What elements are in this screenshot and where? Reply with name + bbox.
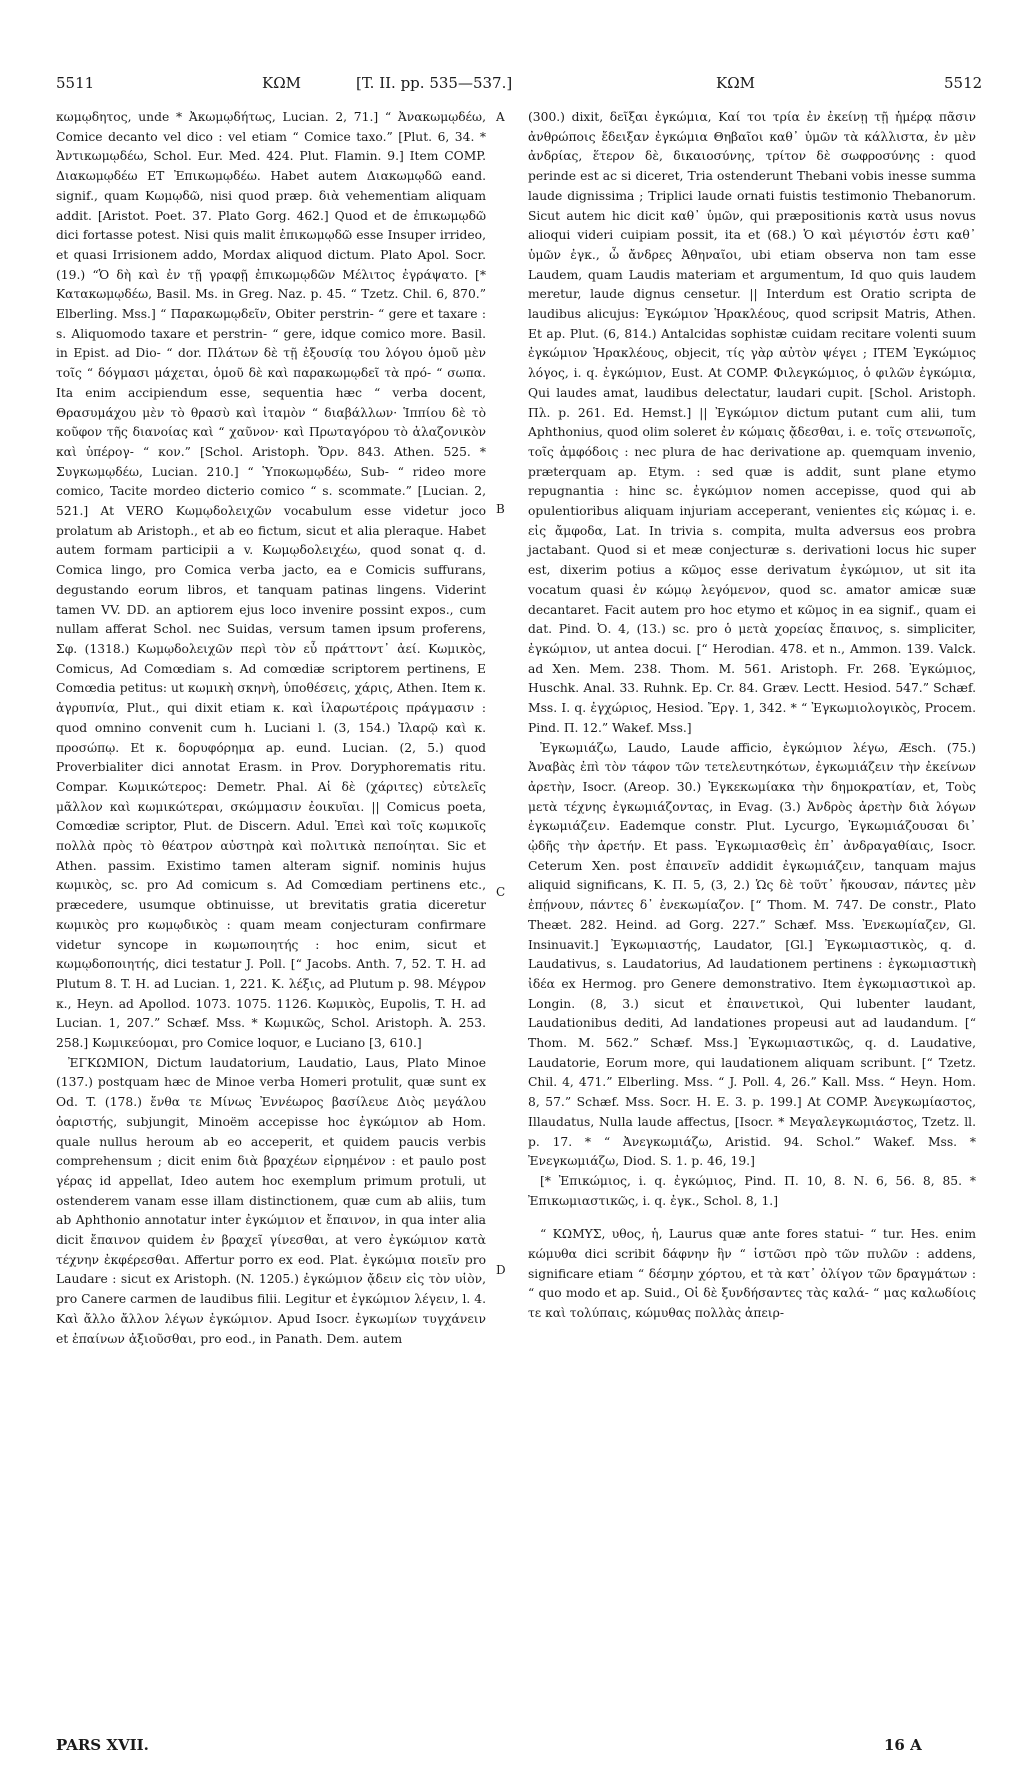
left-column (56, 108, 486, 1349)
right-paragraph: Ἐγκωμιάζω, Laudo, Laude afficio, ἐγκώμιον λέγω, Æsch. (75.) Ἀναβὰς ἐπὶ τὸν τάφον τῶν τετελευτηκότων, ἐγκωμιάζειν τὴν ἐκείνων ἀρετὴν, Isocr. (Areop. 30.) Ἐγκεκωμίακα τὴν δημοκρατίαν, et, Τοὺς μετὰ τέχνης ἐγκωμιάζοντας, in Evag. (3.) Ἀνδρὸς ἀρετὴν διὰ λόγων ἐγκωμιάζειν. Eademque constr. Plut. Lycurgo, Ἐγκωμιάζουσαι δι᾽ ᾠδῆς τὴν ἀρετήν. Et pass. Ἐγκωμιασθεὶς ἐπ᾽ ἀνδραγαθίαις, Isocr. Ceterum Xen. post ἐπαινεῖν addidit ἐγκωμιάζειν, tanquam majus aliquid significans, K. Π. 5, (3, 2.) Ὡς δὲ τοῦτ᾽ ἤκουσαν, πάντες μὲν ἐπῄνουν, πάντες δ᾽ ἐνεκωμίαζον. [“ Thom. M. 747. De constr., Plato Theæt. 282. Heind. ad Gorg. 227.” Schæf. Mss. Ἐνεκωμίαζεν, Gl. Insinuavit.] Ἐγκωμιαστής, Laudator, [Gl.] Ἐγκωμιαστικὸς, q. d. Laudativus, s. Laudatorius, Ad laudationem pertinens : ἐγκωμιαστικὴ ἰδέα ex Hermog. pro Genere demonstrativo. Item ἐγκωμιαστικοὶ ap. Longin. (8, 3.) sicut et ἐπαινετικοὶ, Qui lubenter laudant, Laudationibus dediti, Ad landationes propeusi aut ad laudandum. [“ Thom. M. 562.” Schæf. Mss.] Ἐγκωμιαστικῶς, q. d. Laudative, Laudatorie, Eorum more, qui laudationem aliquam scribunt. [“ Tzetz. Chil. 4, 471.” Elberling. Mss. “ J. Poll. 4, 26.” Kall. Mss. “ Heyn. Hom. 8, 57.” Schæf. Mss. Socr. Η. Ε. 3. p. 199.] At COMP. Ἀνεγκωμίαστος, Illaudatus, Nulla laude affectus, [Isocr. * Μεγαλεγκωμιάστος, Tzetz. ll. p. 17. * “ Ἀνεγκωμιάζω, Aristid. 94. Schol.” Wakef. Mss. * Ἐνεγκωμιάζω, Diod. S. 1. p. 46, 19.] (528, 740, 976, 1169)
right-paragraph: (300.) dixit, δεῖξαι ἐγκώμια, Καί τοι τρία ἐν ἐκείνῃ τῇ ἡμέρᾳ πᾶσιν ἀνθρώποις ἔδειξαν ἐγκώμια Θηβαῖοι καθ᾽ ὑμῶν τὰ κάλλιστα, ἐν μὲν ἀνδρίας, ἕτερον δὲ, δικαιοσύνης, τρίτον δὲ σωφροσύνης : quod perinde est ac si diceret, Tria ostenderunt Thebani vobis inesse summa laude dignissima ; Triplici laude ornati fuistis testimonio Thebanorum. Sicut autem hic dicit καθ᾽ ὑμῶν, qui præpositionis κατὰ usus novus alioqui videri cuipiam possit, ita et (68.) Ὁ καὶ μέγιστόν ἐστι καθ᾽ ὑμῶν ἐγκ., ὦ ἄνδρες Ἀθηναῖοι, ubi etiam observa non tam esse Laudem, quam Laudis materiam et argumentum, Id quo quis laudem meretur, laude dignus censetur. || Interdum est Oratio scripta de laudibus alicujus: Ἐγκώμιον Ἡρακλέους, quod scripsit Matris, Athen. Et ap. Plut. (6, 814.) Antalcidas sophistæ cuidam recitare volenti suum ἐγκώμιον Ἡρακλέους, objecit, τίς γὰρ αὐτὸν ψέγει ; ITEM Ἐγκώμιος λόγος, i. q. ἐγκώμιον, Eust. At COMP. Φιλεγκώμιος, ὁ φιλῶν ἐγκώμια, Qui laudes amat, laudibus delectatur, laudari cupit. [Schol. Aristoph. Πλ. p. 261. Ed. Hemst.] || Ἐγκώμιον dictum putant cum alii, tum Aphthonius, quod olim soleret ἐν κώμαις ᾄδεσθαι, i. e. τοῖς στενωποῖς, τοῖς ἀμφόδοις : nec plura de hac derivatione ap. quemquam invenio, præterquam ap. Etym. : sed quæ is addit, sunt plane etymo repugnantia : hinc sc. ἐγκώμιον nomen accepisse, quod qui ab opulentioribus aliquam injuriam acceperant, venientes εἰς κώμας i. e. εἰς ἄμφοδα, Lat. In trivia s. compita, multa adversus eos probra jactabant. Quod si et meæ conjecturæ s. derivationi locus hic super est, dixerim potius a κῶμος esse derivatum ἐγκώμιον, ut sit ita vocatum quasi ἐν κώμῳ λεγόμενον, quod sc. amator amicæ suæ decantaret. Facit autem pro hoc etymo et κῶμος in ea signif., quam ei dat. Pind. Ὀ. 4, (13.) sc. pro ὁ μετὰ χορείας ἔπαινος, s. simpliciter, ἐγκώμιον, ut antea docui. [“ Herodian. 478. et n., Ammon. 139. Valck. ad Xen. Mem. 238. Thom. M. 561. Aristoph. Fr. 268. Ἐγκώμιος, Huschk. Anal. 33. Ruhnk. Ep. Cr. 84. Græv. Lectt. Hesiod. 547.” Schæf. Mss. I. q. ἐγχώριος, Hesiod. Ἔργ. 1, 342. * “ Ἐγκωμιολογικὸς, Procem. Pind. Π. 12.” Wakef. Mss.] (528, 110, 976, 735)
left-paragraph: ἘΓΚΩΜΙΟΝ, Dictum laudatorium, Laudatio, Laus, Plato Minoe (137.) postquam hæc de Minoe verba Homeri protulit, quæ sunt ex Od. T. (178.) ἔνθα τε Μίνως Ἐννέωρος βασίλευε Διὸς μεγάλου ὀαριστής, subjungit, Minoëm accepisse hoc ἐγκώμιον ab Hom. quale nullus heroum ab eo acceperit, et quidem paucis verbis comprehensum ; dicit enim διὰ βραχέων εἰρημένον : et paulo post γέρας id appellat, Ideo autem hoc exemplum primum protuli, ut ostenderem vanam esse illam distinctionem, quæ cum ab aliis, tum ab Aphthonio annotatur inter ἐγκώμιον et ἔπαινον, in qua inter alia dicit ἔπαινον quidem ἐν βραχεῖ γίνεσθαι, at vero ἐγκώμιον κατὰ τέχνην ἐκφέρεσθαι. Affertur porro ex eod. Plat. ἐγκώμια ποιεῖν pro Laudare : sicut ex Aristoph. (N. 1205.) ἐγκώμιον ᾄδειν εἰς τὸν υἱὸν, pro Canere carmen de laudibus filii. Legitur et ἐγκώμιον λέγειν, l. 4. Καὶ ἄλλο ἄλλον λέγων ἐγκώμιον. Apud Isocr. ἐγκωμίων τυγχάνειν et ἐπαίνων ἀξιοῦσθαι, pro eod., in Panath. Dem. autem (56, 1055, 486, 1346)
right-column-number: 5512 (944, 74, 983, 92)
left-paragraph: κωμῳδητος, unde * Ἀκωμῳδήτως, Lucian. 2, 71.] “ Ἀνακωμῳδέω, Comice decanto vel dico : vel etiam “ Comice taxo.” [Plut. 6, 34. * Ἀντικωμῳδέω, Schol. Eur. Med. 424. Plut. Flamin. 9.] Item COMP. Διακωμῳδέω ET Ἐπικωμῳδέω. Habet autem Διακωμῳδῶ eand. signif., quam Κωμῳδῶ, nisi quod præp. διὰ vehementiam aliquam addit. [Aristot. Poet. 37. Plato Gorg. 462.] Quod et de ἐπικωμῳδῶ dici fortasse potest. Nisi quis malit ἐπικωμῳδῶ esse Insuper irrideo, et quasi Irrisionem addo, Mordax aliquod dictum. Plato Apol. Socr. (19.) “Ὁ δὴ καὶ ἐν τῇ γραφῇ ἐπικωμῳδῶν Μέλιτος ἐγράψατο. [* Κατακωμῳδέω, Basil. Ms. in Greg. Naz. p. 45. “ Tzetz. Chil. 6, 870.” Elberling. Mss.] “ Παρακωμῳδεῖν, Obiter perstrin- “ gere et taxare : s. Aliquomodo taxare et perstrin- “ gere, idque comico more. Basil. in Epist. ad Dio- “ dor. Πλάτων δὲ τῇ ἐξουσίᾳ του λόγου ὁμοῦ μὲν τοῖς “ δόγμασι μάχεται, ὁμοῦ δὲ καὶ παρακωμῳδεῖ τὰ πρό- “ σωπα. Ita enim accipiendum esse, sequentia hæc “ verba docent, Θρασυμάχου μὲν τὸ θρασὺ καὶ ἰταμὸν “ διαβάλλων· Ἱππίου δὲ τὸ κοῦφον τῆς διανοίας καὶ “ χαῦνον· καὶ Πρωταγόρου τὸ ἀλαζονικὸν καὶ ὑπέρογ- “ κον.” [Schol. Aristoph. Ὄρν. 843. Athen. 525. * Συγκωμῳδέω, Lucian. 210.] “ Ὑποκωμῳδέω, Sub- “ rideo more comico, Tacite mordeo dicterio comico “ s. scommate.” [Lucian. 2, 521.] At VERO Κωμῳδολειχῶν vocabulum esse videtur joco prolatum ab Aristoph., et ab eo fictum, sicut et alia pleraque. Habet autem formam participii a v. Κωμῳδολειχέω, quod sonat q. d. Comica lingo, pro Comica verba jacto, ea e Comicis suffurans, degustando eorum libros, et tanquam patinas lingens. Viderint tamen VV. DD. an aptiorem ejus loco invenire possint expos., cum nullam afferat Schol. nec Suidas, versum tamen ipsum proferens, Σφ. (1318.) Κωμῳδολειχῶν περὶ τὸν εὖ πράττοντ᾽ ἀεί. Κωμικὸς, Comicus, Ad Comœdiam s. Ad comœdiæ scriptorem pertinens, E Comœdia petitus: ut κωμικὴ σκηνὴ, ὑποθέσεις, χάρις, Athen. Item κ. ἀγρυπνία, Plut., qui dixit etiam κ. καὶ ἱλαρωτέροις πράγμασιν : quod omnino convenit cum h. Luciani l. (3, 154.) Ἰλαρῷ καὶ κ. προσώπῳ. Et κ. δορυφόρημα ap. eund. Lucian. (2, 5.) quod Proverbialiter dici annotat Erasm. in Prov. Doryphorematis ritu. Compar. Κωμικώτερος: Demetr. Phal. Αἱ δὲ (χάριτες) εὐτελεῖς μᾶλλον καὶ κωμικώτεραι, σκώμμασιν ἐοικυῖαι. || Comicus poeta, Comœdiæ scriptor, Plut. de Discern. Adul. Ἐπεὶ καὶ τοῖς κωμικοῖς πολλὰ πρὸς τὸ θέατρον αὐστηρὰ καὶ πολιτικὰ πεποίηται. Sic et Athen. passim. Existimo tamen alteram signif. nominis hujus κωμικὸς, sc. pro Ad comicum s. Ad Comœdiam pertinens etc., præcedere, usumque obtinuisse, ut brevitatis gratia diceretur κωμικὸς pro κωμῳδικὸς : quam meam conjecturam confirmare videtur syncope in κωμωποιητής : hoc enim, sicut et κωμῳδοποιητής, dici testatur J. Poll. [“ Jacobs. Anth. 7, 52. T. H. ad Plutum 8. T. H. ad Lucian. 1, 221. K. λέξις, ad Plutum p. 98. Μέγρον κ., Heyn. ad Apollod. 1073. 1075. 1126. Κωμικὸς, Eupolis, T. H. ad Lucian. 1, 207.” Schæf. Mss. * Κωμικῶς, Schol. Aristoph. Ἀ. 253. 258.] Κωμικεύομαι, pro Comice loquor, e Luciano [3, 610.] (56, 110, 486, 1051)
page-reference: [T. II. pp. 535—537.] (356, 74, 513, 92)
right-column (528, 108, 976, 1324)
right-paragraph: “ ΚΩΜΥΣ, υθος, ἡ, Laurus quæ ante fores statui- “ tur. Hes. enim κώμυθα dici scribit δάφνην ἣν “ ἱστῶσι πρὸ τῶν πυλῶν : addens, significare etiam “ δέσμην χόρτου, et τὰ κατ᾽ ὀλίγον τῶν δραγμάτων : “ quo modo et ap. Suid., Οἱ δὲ ξυνδήσαντες τὰς καλά- “ μας καλωδίοις τε καὶ τολύπαις, κώμυθας πολλὰς ἀπειρ- (528, 1227, 976, 1321)
left-headword: ΚΩΜ (262, 74, 302, 92)
left-column-number: 5511 (56, 74, 95, 92)
margin-label-a: A (496, 110, 505, 124)
margin-label-c: C (496, 885, 506, 899)
footer-signature: 16 A (884, 1736, 922, 1754)
footer-part: PARS XVII. (56, 1736, 149, 1754)
margin-label-b: B (496, 502, 505, 516)
right-headword: ΚΩΜ (716, 74, 756, 92)
right-paragraph: [* Ἐπικώμιος, i. q. ἐγκώμιος, Pind. Π. 10, 8. Ν. 6, 56. 8, 85. * Ἐπικωμιαστικῶς, i. q. ἐγκ., Schol. 8, 1.] (528, 1173, 976, 1208)
margin-label-d: D (496, 1263, 506, 1277)
